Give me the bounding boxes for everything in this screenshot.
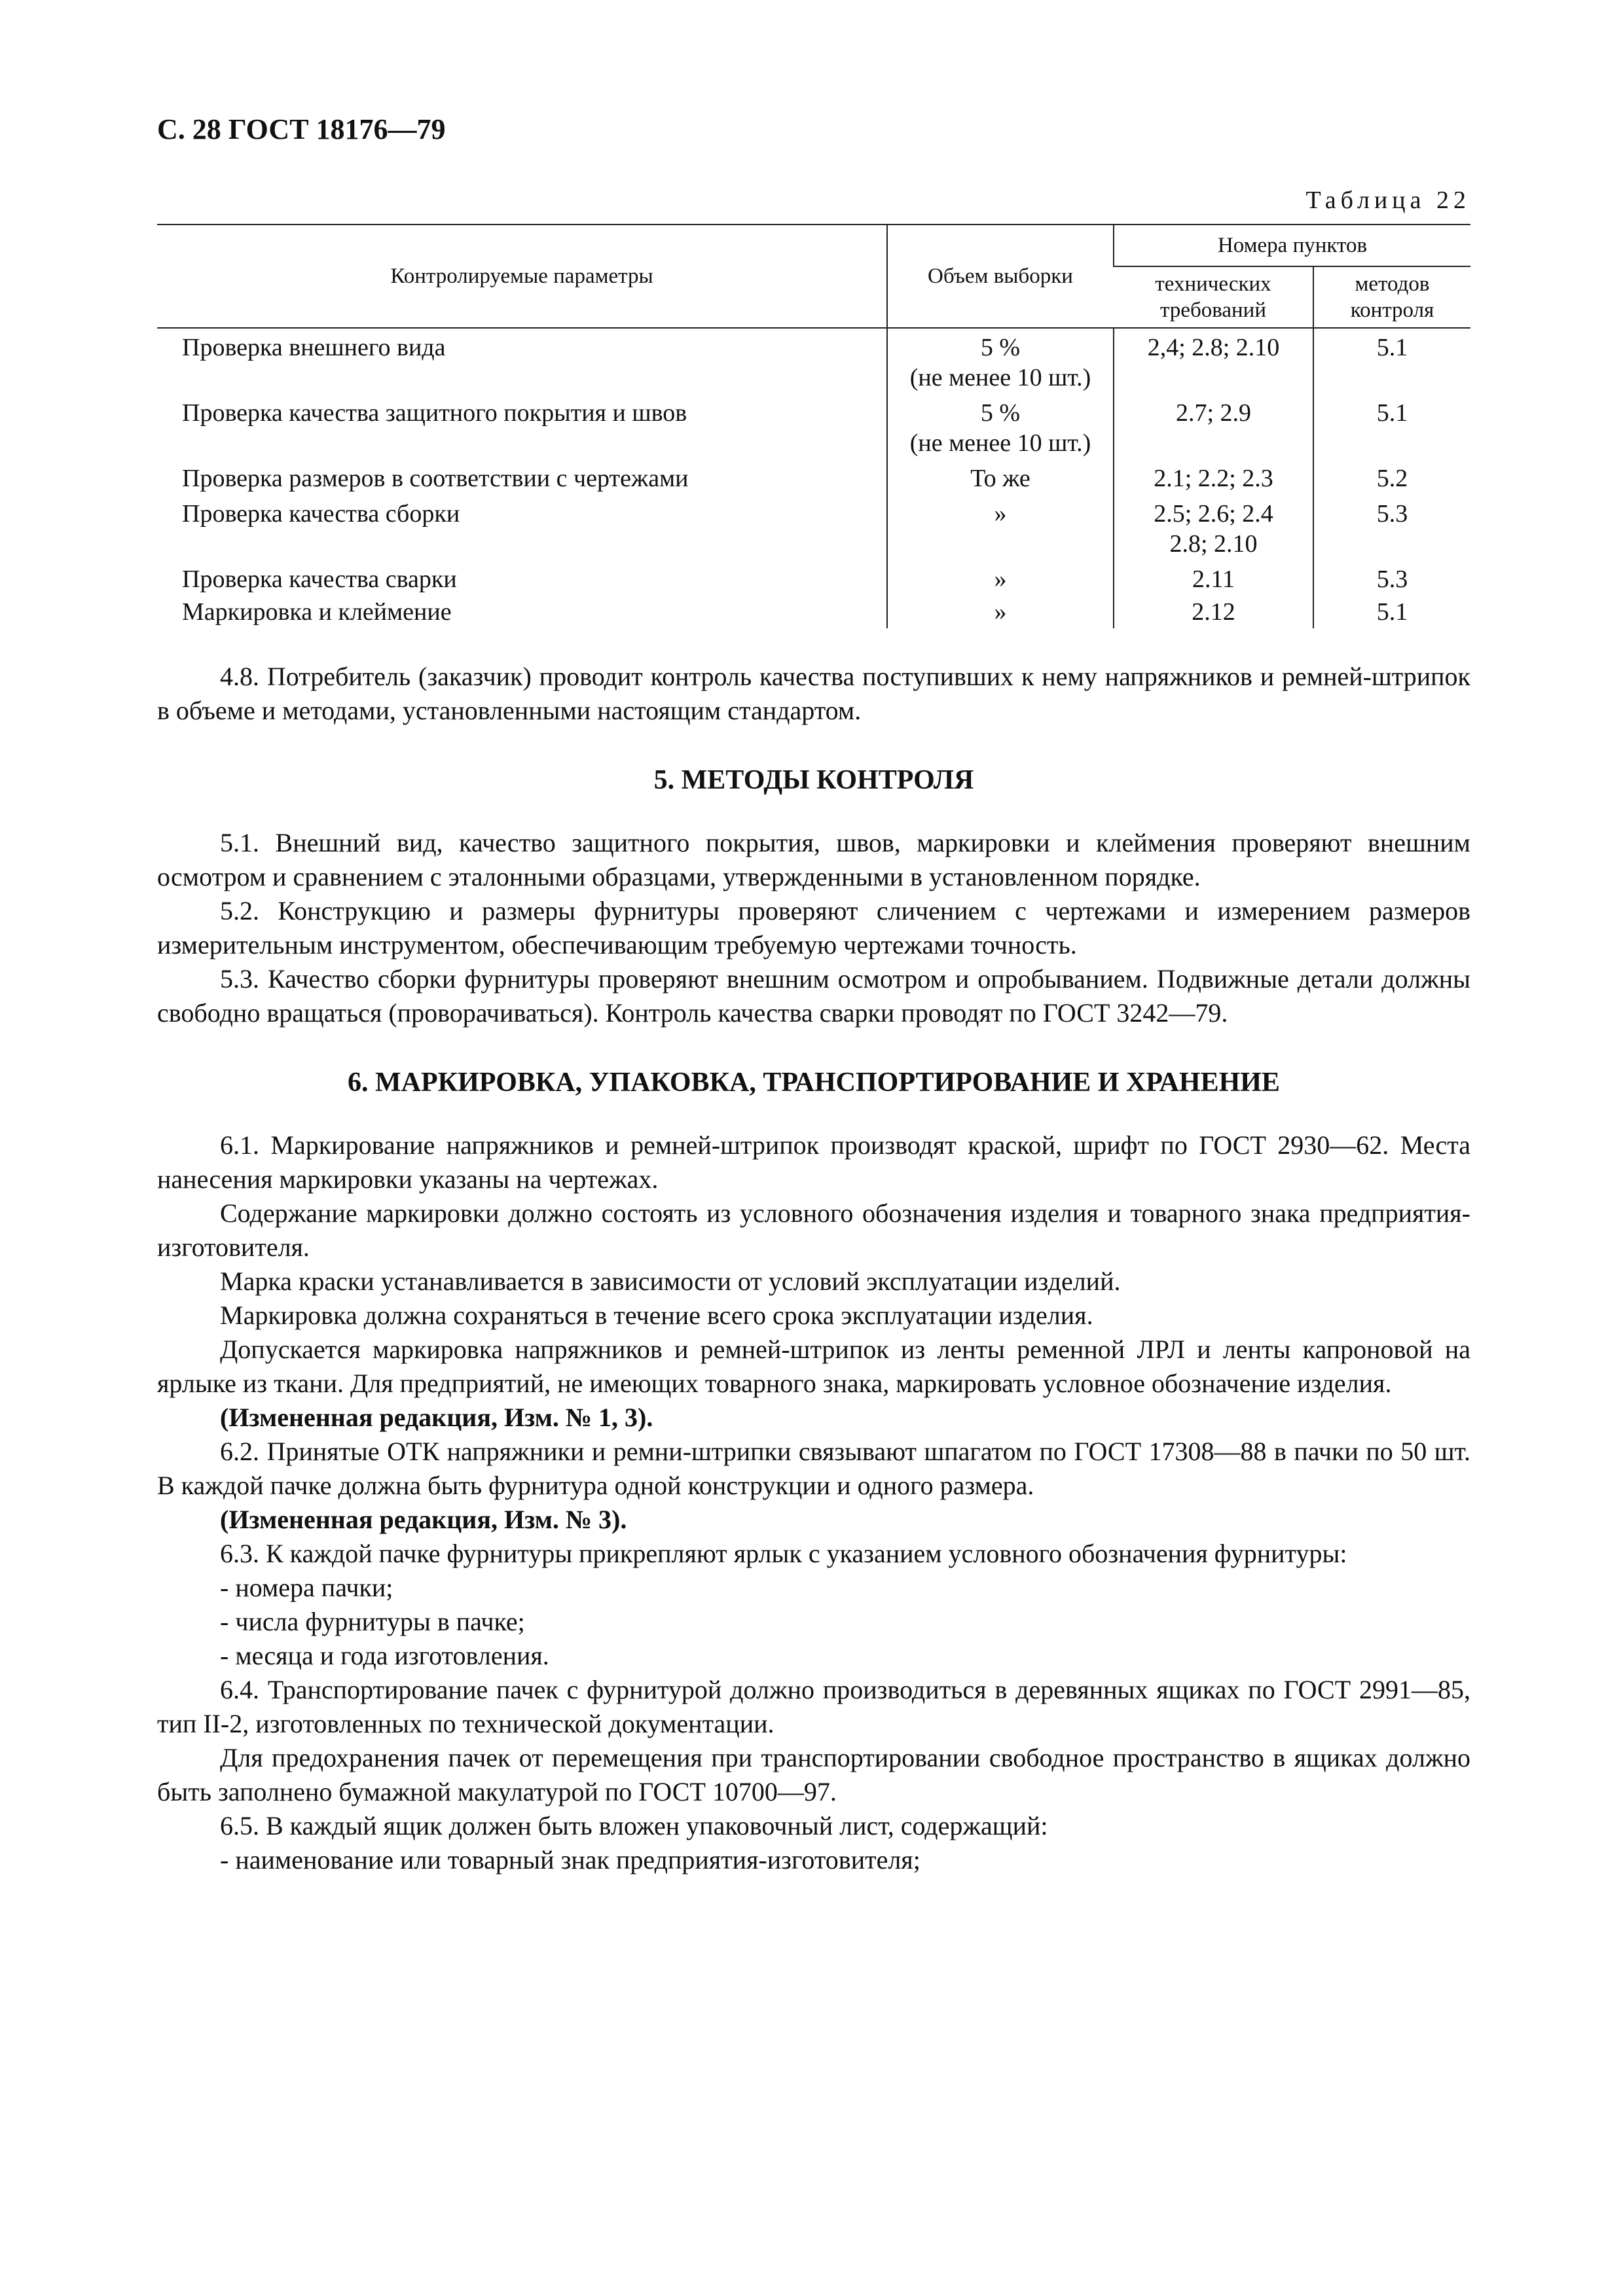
section-5-title: 5. МЕТОДЫ КОНТРОЛЯ — [653, 765, 974, 795]
param-cell: Проверка качества защитного покрытия и швов — [182, 399, 687, 427]
amendment-note-2: (Измененная редакция, Изм. № 3). — [220, 1505, 627, 1534]
param-cell: Маркировка и клеймение — [182, 598, 452, 626]
method-cell: 5.1 — [1313, 596, 1470, 628]
table-row — [157, 394, 1470, 459]
list-item: - номера пачки; — [220, 1573, 393, 1602]
tech-req-cell: 2.11 — [1114, 560, 1313, 596]
table-row — [157, 596, 1470, 628]
paragraph-6-1-paint: Марка краски устанавливается в зависимости от условий эксплуатации изделий. — [220, 1266, 1121, 1296]
section-6-title: 6. МАРКИРОВКА, УПАКОВКА, ТРАНСПОРТИРОВАНИЕ И ХРАНЕНИЕ — [348, 1067, 1280, 1098]
paragraph-6-4: 6.4. Транспортирование пачек с фурнитурой должно производиться в деревянных ящиках по ГОСТ 2991—85, тип II-2, изготовленных по технической документации. — [157, 1675, 1470, 1738]
sample-cell: 5 % (не менее 10 шт.) — [887, 328, 1114, 394]
page-header: С. 28 ГОСТ 18176—79 — [157, 113, 446, 145]
header-item-numbers: Номера пунктов — [1114, 224, 1470, 266]
header-control-methods: методов контроля — [1313, 266, 1470, 328]
paragraph-5-1: 5.1. Внешний вид, качество защитного покрытия, швов, маркировки и клеймения проверяют внешним осмотром и сравнением с эталонными образцами, утвержденными в установленном порядке. — [157, 828, 1470, 891]
table-caption: Таблица 22 — [1305, 187, 1470, 214]
method-cell: 5.2 — [1313, 459, 1470, 495]
paragraph-4-8: 4.8. Потребитель (заказчик) проводит контроль качества поступивших к нему напряжников и ремней-штрипок в объеме и методами, установленными настоящим стандартом. — [157, 662, 1470, 725]
method-cell: 5.3 — [1313, 495, 1470, 560]
table-body — [157, 328, 1470, 628]
header-sample: Объем выборки — [887, 224, 1114, 328]
sample-cell: » — [887, 495, 1114, 560]
control-parameters-table — [157, 224, 1470, 628]
list-item: - наименование или товарный знак предприятия-изготовителя; — [220, 1845, 921, 1874]
tech-req-cell: 2.1; 2.2; 2.3 — [1114, 459, 1313, 495]
sample-cell: » — [887, 560, 1114, 596]
paragraph-6-1-durability: Маркировка должна сохраняться в течение всего срока эксплуатации изделия. — [220, 1300, 1093, 1330]
table-row — [157, 495, 1470, 560]
sample-cell: 5 % (не менее 10 шт.) — [887, 394, 1114, 459]
method-cell: 5.1 — [1313, 328, 1470, 394]
method-cell: 5.1 — [1313, 394, 1470, 459]
label-contents-list — [157, 1571, 1470, 1673]
tech-req-cell: 2.5; 2.6; 2.4 2.8; 2.10 — [1114, 495, 1313, 560]
tech-req-cell: 2.12 — [1114, 596, 1313, 628]
sample-cell: » — [887, 596, 1114, 628]
tech-req-cell: 2,4; 2.8; 2.10 — [1114, 328, 1313, 394]
packing-list-contents — [157, 1843, 1470, 1877]
table-row — [157, 459, 1470, 495]
paragraph-5-2: 5.2. Конструкцию и размеры фурнитуры проверяют сличением с чертежами и измерением размеров измерительным инструментом, обеспечивающим требуемую чертежами точность. — [157, 896, 1470, 960]
param-cell: Проверка качества сварки — [182, 565, 457, 593]
table-row — [157, 328, 1470, 394]
table-row — [157, 560, 1470, 596]
paragraph-6-1-content: Содержание маркировки должно состоять из условного обозначения изделия и товарного знака предприятия-изготовителя. — [157, 1198, 1470, 1262]
tech-req-cell: 2.7; 2.9 — [1114, 394, 1313, 459]
list-item: - месяца и года изготовления. — [220, 1641, 549, 1670]
amendment-note-1: (Измененная редакция, Изм. № 1, 3). — [220, 1403, 653, 1432]
paragraph-6-1: 6.1. Маркирование напряжников и ремней-штрипок производят краской, шрифт по ГОСТ 2930—62. Места нанесения маркировки указаны на чертежах. — [157, 1130, 1470, 1194]
paragraph-6-3: 6.3. К каждой пачке фурнитуры прикрепляют ярлык с указанием условного обозначения фурнитуры: — [220, 1539, 1347, 1568]
param-cell: Проверка качества сборки — [182, 500, 460, 528]
sample-cell: То же — [887, 459, 1114, 495]
method-cell: 5.3 — [1313, 560, 1470, 596]
header-params: Контролируемые параметры — [157, 224, 887, 328]
paragraph-5-3: 5.3. Качество сборки фурнитуры проверяют внешним осмотром и опробыванием. Подвижные детали должны свободно вращаться (проворачиваться). Контроль качества сварки проводят по ГОСТ 3242—79. — [157, 964, 1470, 1028]
paragraph-6-1-allowed: Допускается маркировка напряжников и ремней-штрипок из ленты ременной ЛРЛ и ленты капроновой на ярлыке из ткани. Для предприятий, не имеющих товарного знака, маркировать условное обозначение изделия. — [157, 1335, 1470, 1398]
list-item: - числа фурнитуры в пачке; — [220, 1607, 525, 1636]
paragraph-6-2: 6.2. Принятые ОТК напряжники и ремни-штрипки связывают шпагатом по ГОСТ 17308—88 в пачки по 50 шт. В каждой пачке должна быть фурнитура одной конструкции и одного размера. — [157, 1437, 1470, 1500]
param-cell: Проверка внешнего вида — [182, 334, 446, 361]
paragraph-6-4-filling: Для предохранения пачек от перемещения при транспортировании свободное пространство в ящиках должно быть заполнено бумажной макулатурой по ГОСТ 10700—97. — [157, 1743, 1470, 1806]
document-page — [157, 111, 1470, 1877]
paragraph-6-5: 6.5. В каждый ящик должен быть вложен упаковочный лист, содержащий: — [220, 1811, 1048, 1840]
param-cell: Проверка размеров в соответствии с чертежами — [182, 465, 689, 492]
header-tech-req: технических требований — [1114, 266, 1313, 328]
